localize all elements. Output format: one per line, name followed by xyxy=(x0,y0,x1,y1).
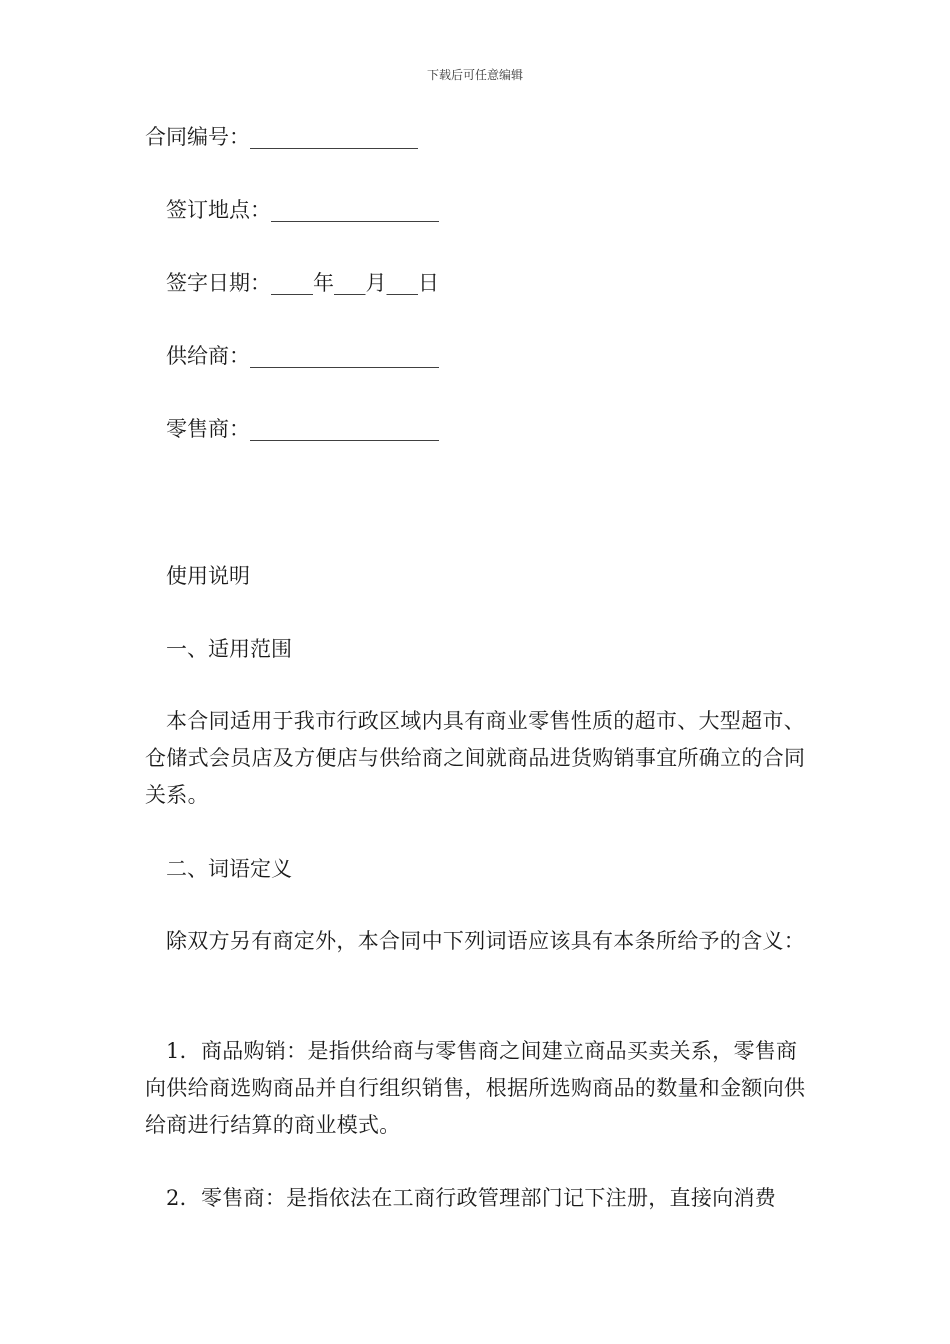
contract-number-field: 合同编号：________________ xyxy=(145,125,418,149)
section-1-paragraph: 本合同适用于我市行政区域内具有商业零售性质的超市、大型超市、仓储式会员店及方便店与供给商之间就商品进货购销事宜所确立的合同关系。 xyxy=(145,709,806,807)
definition-item-1: 1．商品购销：是指供给商与零售商之间建立商品买卖关系，零售商向供给商选购商品并自行组织销售，根据所选购商品的数量和金额向供给商进行结算的商业模式。 xyxy=(145,1039,806,1137)
signing-date-field: 签字日期：____年___月___日 xyxy=(166,271,439,295)
usage-title: 使用说明 xyxy=(166,564,250,588)
signing-place-field: 签订地点：________________ xyxy=(166,198,439,222)
section-1-title: 一、适用范围 xyxy=(166,637,292,661)
definition-item-2: 2．零售商：是指依法在工商行政管理部门记下注册，直接向消费 xyxy=(166,1186,777,1210)
section-2-intro-paragraph: 除双方另有商定外，本合同中下列词语应该具有本条所给予的含义： xyxy=(166,929,805,953)
page-header-note: 下载后可任意编辑 xyxy=(426,68,523,82)
retailer-field: 零售商：__________________ xyxy=(166,417,439,441)
supplier-field: 供给商：__________________ xyxy=(166,344,439,368)
section-2-title: 二、词语定义 xyxy=(166,857,292,881)
